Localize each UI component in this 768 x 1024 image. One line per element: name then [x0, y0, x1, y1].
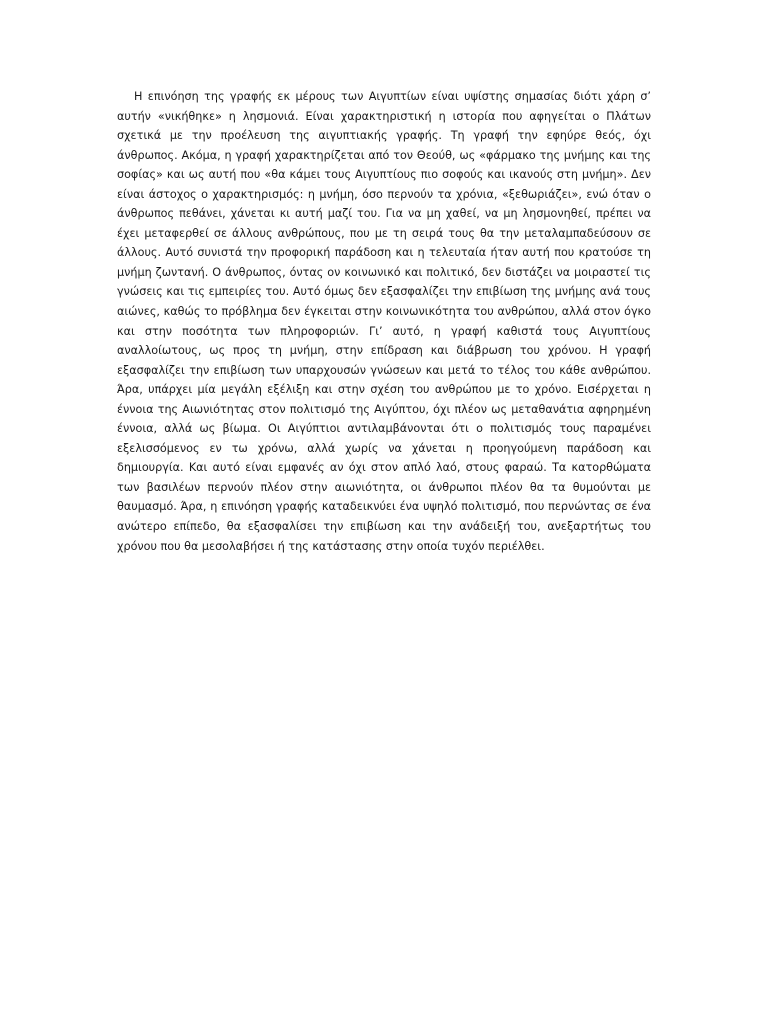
- body-paragraph: Η επινόηση της γραφής εκ μέρους των Αιγυπτίων είναι υψίστης σημασίας διότι χάρη σ’ αυτήν «νικήθηκε» η λησμονιά. Είναι χαρακτηριστική η ιστορία που αφηγείται ο Πλάτων σχετικά με την προέλευση της αιγυπτιακής γραφής. Τη γραφή την εφηύρε θεός, όχι άνθρωπος. Ακόμα, η γραφή χαρακτηρίζεται από τον Θεούθ, ως «φάρμακο της μνήμης και της σοφίας» και ως αυτή που «θα κάμει τους Αιγυπτίους πιο σοφούς και ικανούς στη μνήμη». Δεν είναι άστοχος ο χαρακτηρισμός: η μνήμη, όσο περνούν τα χρόνια, «ξεθωριάζει», ενώ όταν ο άνθρωπος πεθάνει, χάνεται κι αυτή μαζί του. Για να μη χαθεί, να μη λησμονηθεί, πρέπει να έχει μεταφερθεί σε άλλους ανθρώπους, που με τη σειρά τους θα την μεταλαμπαδεύσουν σε άλλους. Αυτό συνιστά την προφορική παράδοση και η τελευταία ήταν αυτή που κρατούσε τη μνήμη ζωντανή. Ο άνθρωπος, όντας ον κοινωνικό και πολιτικό, δεν διστάζει να μοιραστεί τις γνώσεις και τις εμπειρίες του. Αυτό όμως δεν εξασφαλίζει την επιβίωση της μνήμης ανά τους αιώνες, καθώς το πρόβλημα δεν έγκειται στην κοινωνικότητα του ανθρώπου, αλλά στον όγκο και στην ποσότητα των πληροφοριών. Γι’ αυτό, η γραφή καθιστά τους Αιγυπτίους αναλλοίωτους, ως προς τη μνήμη, στην επίδραση και διάβρωση του χρόνου. Η γραφή εξασφαλίζει την επιβίωση των υπαρχουσών γνώσεων και μετά το τέλος του κάθε ανθρώπου. Άρα, υπάρχει μία μεγάλη εξέλιξη και στην σχέση του ανθρώπου με το χρόνο. Εισέρχεται η έννοια της Αιωνιότητας στον πολιτισμό της Αιγύπτου, όχι πλέον ως μεταθανάτια αφηρημένη έννοια, αλλά ως βίωμα. Οι Αιγύπτιοι αντιλαμβάνονται ότι ο πολιτισμός τους παραμένει εξελισσόμενος εν τω χρόνω, αλλά χωρίς να χάνεται η προηγούμενη παράδοση και δημιουργία. Και αυτό είναι εμφανές αν όχι στον απλό λαό, στους φαραώ. Τα κατορθώματα των βασιλέων περνούν πλέον στην αιωνιότητα, οι άνθρωποι πλέον θα τα θυμούνται με θαυμασμό. Άρα, η επινόηση γραφής καταδεικνύει ένα υψηλό πολιτισμό, που περνώντας σε ένα ανώτερο επίπεδο, θα εξασφαλίσει την επιβίωση και την ανάδειξή του, ανεξαρτήτως του χρόνου που θα μεσολαβήσει ή της κατάστασης στην οποία τυχόν περιέλθει.: [117, 90, 651, 553]
